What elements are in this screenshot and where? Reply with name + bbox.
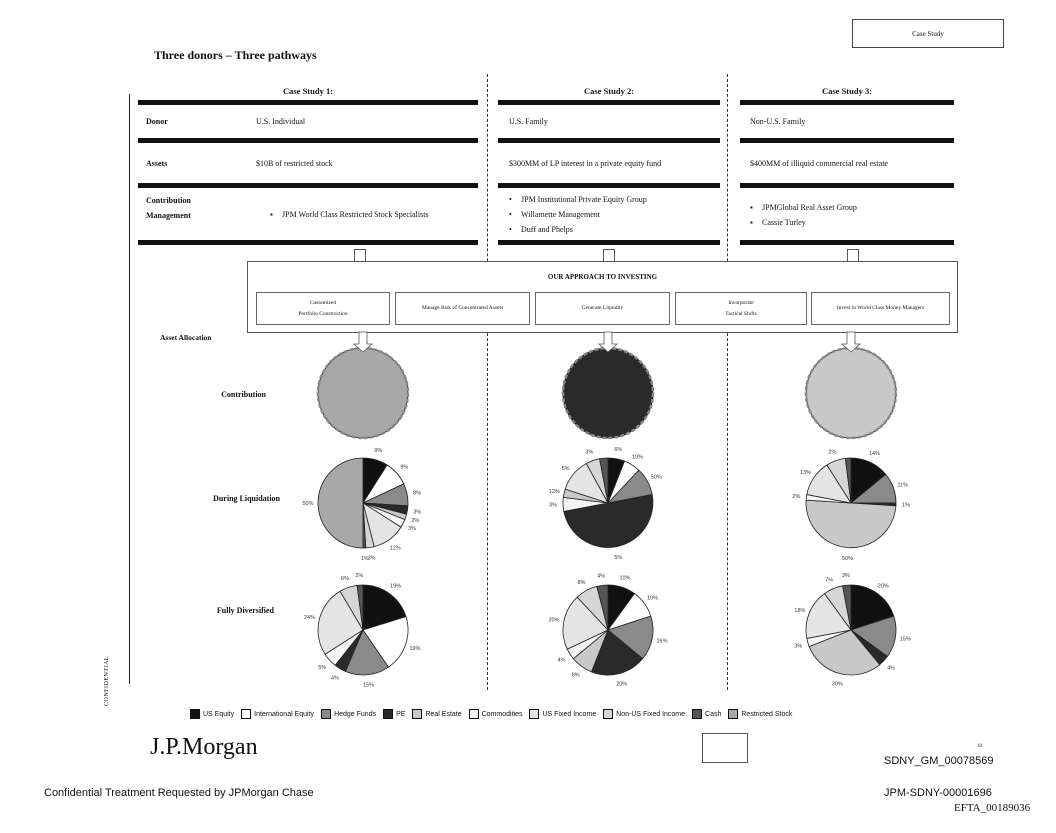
pie-slice-label: 4% bbox=[331, 675, 339, 682]
pie-slice-label: 3% bbox=[413, 509, 422, 516]
legend-label: Real Estate bbox=[425, 710, 462, 718]
legend-item bbox=[321, 709, 376, 719]
pie-slice-label: 5% bbox=[614, 555, 623, 561]
pie-slice-label: 5% bbox=[561, 465, 570, 472]
case3-assets: $400MM of illiquid commercial real estate bbox=[750, 159, 888, 168]
pie-slice-label: 9% bbox=[400, 464, 409, 471]
pie-slice-label: 6% bbox=[614, 447, 623, 453]
legend-swatch bbox=[190, 709, 200, 719]
pie-slice-label: 24% bbox=[303, 615, 316, 622]
case2-manager-item: • Willamette Management bbox=[509, 210, 600, 219]
confidential-side-label: CONFIDENTIAL bbox=[104, 656, 110, 706]
blank-box bbox=[702, 733, 748, 763]
legend-label: US Equity bbox=[203, 710, 235, 718]
pie-slice-label: 3% bbox=[585, 449, 594, 456]
pie-slice-label: 9% bbox=[374, 448, 383, 455]
legend-swatch bbox=[529, 709, 539, 719]
legend-label: Hedge Funds bbox=[334, 710, 377, 718]
legend-label: International Equity bbox=[254, 710, 315, 718]
case2-manager-item: • Duff and Phelps bbox=[509, 225, 573, 234]
pie-slice-label: 3% bbox=[841, 573, 850, 580]
pie-slice-label: 12% bbox=[548, 489, 560, 495]
approach-item: Incorporate Tactical Shifts bbox=[675, 292, 807, 325]
pie-slice-label: 2% bbox=[411, 518, 420, 524]
pie-slice-label: 4% bbox=[597, 573, 606, 580]
legend-item bbox=[692, 709, 721, 719]
legend-label: Cash bbox=[705, 710, 722, 718]
pie-slice bbox=[318, 458, 363, 548]
legend-swatch bbox=[321, 709, 331, 719]
pie-slice-label: 6% bbox=[341, 576, 349, 582]
legend-item bbox=[728, 709, 792, 719]
case-study-1-title: Case Study 1: bbox=[282, 86, 334, 96]
case-study-2-title: Case Study 2: bbox=[583, 86, 635, 96]
legend-item bbox=[603, 709, 685, 719]
pie-slice-label: 3% bbox=[408, 526, 416, 532]
legend-label: Non-US Fixed Income bbox=[616, 710, 686, 718]
legend-swatch bbox=[692, 709, 702, 719]
legend-item bbox=[529, 709, 596, 719]
pie-slice-label: 30% bbox=[831, 681, 843, 688]
assets-label: Assets bbox=[146, 159, 168, 168]
pie-slice-label: 4% bbox=[557, 657, 566, 664]
legend-swatch bbox=[412, 709, 422, 719]
legend-label: US Fixed Income bbox=[542, 710, 597, 718]
case-study-header-box: Case Study bbox=[852, 19, 1004, 48]
page-number: 10 bbox=[977, 744, 982, 749]
pie-slice-label: 15% bbox=[362, 682, 375, 689]
pie-slice-label: 20% bbox=[616, 681, 628, 688]
legend-item bbox=[469, 709, 523, 719]
pie-slice-label: 14% bbox=[868, 451, 880, 458]
pie-slice-label: 1% bbox=[902, 502, 910, 509]
pie-slice-label: 2% bbox=[792, 494, 801, 501]
legend-item bbox=[412, 709, 461, 719]
pie-slice-label: 1% bbox=[360, 556, 369, 562]
pie-slice-label: 3% bbox=[794, 643, 803, 650]
legend-label: Commodities bbox=[481, 710, 523, 718]
footer-confidential: Confidential Treatment Requested by JPMorgan Chase bbox=[44, 787, 314, 799]
case3-manager-item: ▪ Cassie Turley bbox=[750, 218, 806, 227]
legend-label: PE bbox=[396, 710, 406, 718]
case2-assets: $300MM of LP interest in a private equity fund bbox=[509, 159, 662, 168]
approach-item: Customized Portfolio Construction bbox=[256, 292, 390, 325]
pie-slice-label: 50% bbox=[302, 501, 314, 507]
approach-title: OUR APPROACH TO INVESTING bbox=[547, 273, 658, 281]
chart-legend bbox=[190, 709, 792, 719]
legend-item bbox=[241, 709, 314, 719]
pie-slice-label: 3% bbox=[367, 555, 376, 562]
approach-item: Generate Liquidity bbox=[535, 292, 670, 325]
pie-slice-label: 15% bbox=[899, 636, 911, 643]
stage-label: During Liquidation bbox=[213, 494, 280, 503]
case2-donor: U.S. Family bbox=[509, 117, 548, 126]
pie-slice-label: 2% bbox=[355, 573, 364, 580]
pie-slice-label: 5% bbox=[318, 664, 327, 671]
pie-slice-label: 4% bbox=[887, 665, 896, 672]
legend-item bbox=[383, 709, 405, 719]
case1-donor: U.S. Individual bbox=[256, 117, 306, 126]
legend-swatch bbox=[728, 709, 738, 719]
legend-swatch bbox=[469, 709, 479, 719]
pie-slice-label: 11% bbox=[897, 482, 909, 489]
pie-slice-label: 19% bbox=[390, 583, 402, 590]
pie-slice-label: 8% bbox=[577, 579, 586, 586]
page-title: Three donors – Three pathways bbox=[154, 48, 317, 62]
case1-manager-item: ▪ JPM World Class Restricted Stock Specialists bbox=[270, 210, 429, 219]
pie-slice-label: 13% bbox=[799, 470, 812, 477]
case-study-3-title: Case Study 3: bbox=[821, 86, 873, 96]
bates-gm: SDNY_GM_00078569 bbox=[884, 755, 994, 767]
pie-slice-label: 2% bbox=[828, 449, 837, 456]
approach-item: Invest in World Class Money Managers bbox=[811, 292, 950, 325]
pie-slice-label: 19% bbox=[409, 646, 421, 652]
legend-swatch bbox=[241, 709, 251, 719]
donor-label: Donor bbox=[146, 117, 168, 126]
bates-jpm: JPM-SDNY-00001696 bbox=[884, 787, 992, 799]
pie-slice-label: 20% bbox=[548, 617, 560, 624]
pie-slice-label: 10% bbox=[646, 595, 659, 602]
pie-slice-label: 50% bbox=[841, 555, 854, 562]
pie-slice-label: 8% bbox=[571, 672, 580, 679]
efta-number: EFTA_00189036 bbox=[954, 802, 1031, 814]
pie-slice-label: 18% bbox=[794, 607, 806, 614]
pie-slice-label: 10% bbox=[631, 454, 644, 461]
case3-manager-item: ▪ JPMGlobal Real Asset Group bbox=[750, 203, 857, 212]
asset-allocation-label: Asset Allocation bbox=[160, 333, 212, 342]
pie-slice-label: 20% bbox=[877, 583, 889, 590]
pie-slice-label: 3% bbox=[549, 502, 557, 509]
pie-slice-label: 8% bbox=[413, 490, 421, 497]
pie-slice-label: 12% bbox=[389, 545, 401, 552]
jpmorgan-logo: J.P.Morgan bbox=[150, 734, 258, 760]
stage-label: Contribution bbox=[221, 390, 266, 399]
pie-slice-label: 10% bbox=[619, 575, 631, 582]
pie-slice bbox=[806, 500, 896, 548]
case1-assets: $10B of restricted stock bbox=[256, 159, 333, 168]
legend-swatch bbox=[603, 709, 613, 719]
stage-label: Fully Diversified bbox=[216, 606, 274, 615]
legend-label: Restricted Stock bbox=[741, 710, 793, 718]
pie-slice-label: 16% bbox=[656, 638, 668, 645]
case3-donor: Non-U.S. Family bbox=[750, 117, 806, 126]
management-label: Management bbox=[146, 211, 191, 220]
pie-slice-label: 50% bbox=[650, 474, 662, 481]
case2-manager-item: • JPM Institutional Private Equity Group bbox=[509, 195, 647, 204]
contribution-label: Contribution bbox=[146, 196, 191, 205]
legend-swatch bbox=[383, 709, 393, 719]
pie-slice-label: 7% bbox=[825, 577, 834, 584]
approach-item: Manage Risk of Concentrated Assets bbox=[395, 292, 530, 325]
legend-item bbox=[190, 709, 234, 719]
